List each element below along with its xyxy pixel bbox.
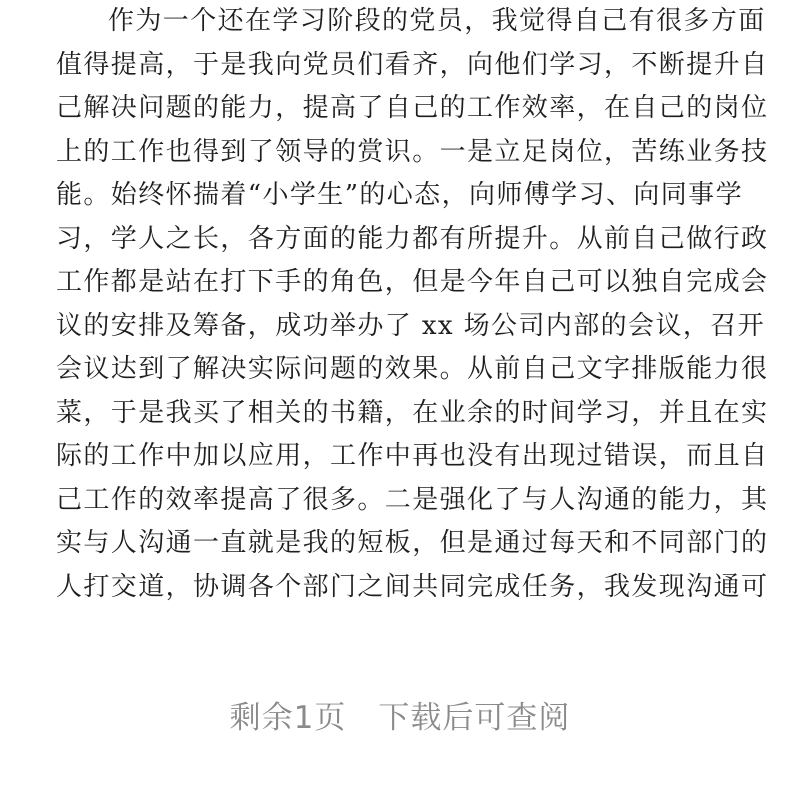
text-line: 实与人沟通一直就是我的短板，但是通过每天和不同部门的 xyxy=(56,528,769,558)
remaining-pages-notice[interactable]: 剩余1页 下载后可查阅 xyxy=(229,700,571,736)
text-line: 际的工作中加以应用，工作中再也没有出现过错误，而且自 xyxy=(56,441,769,471)
text-line: 会议达到了解决实际问题的效果。从前自己文字排版能力很 xyxy=(56,354,769,384)
text-line: 菜，于是我买了相关的书籍，在业余的时间学习，并且在实 xyxy=(56,397,769,428)
text-line: 己解决问题的能力，提高了自己的工作效率，在自己的岗位 xyxy=(56,93,769,123)
body-text xyxy=(56,0,769,609)
text-line: 值得提高，于是我向党员们看齐，向他们学习，不断提升自 xyxy=(56,49,769,80)
text-line: 己工作的效率提高了很多。二是强化了与人沟通的能力，其 xyxy=(56,484,769,515)
text-line: 作为一个还在学习阶段的党员，我觉得自己有很多方面 xyxy=(108,6,766,36)
text-line: 上的工作也得到了领导的赏识。一是立足岗位，苦练业务技 xyxy=(56,136,769,167)
text-line: 习，学人之长，各方面的能力都有所提升。从前自己做行政 xyxy=(56,223,769,254)
text-line: 能。始终怀揣着“小学生”的心态，向师傅学习、向同事学 xyxy=(56,180,743,210)
text-line: 工作都是站在打下手的角色，但是今年自己可以独自完成会 xyxy=(56,267,769,297)
text-line: 议的安排及筹备，成功举办了 xx 场公司内部的会议，召开 xyxy=(56,310,766,341)
text-line: 人打交道，协调各个部门之间共同完成任务，我发现沟通可 xyxy=(56,571,769,602)
